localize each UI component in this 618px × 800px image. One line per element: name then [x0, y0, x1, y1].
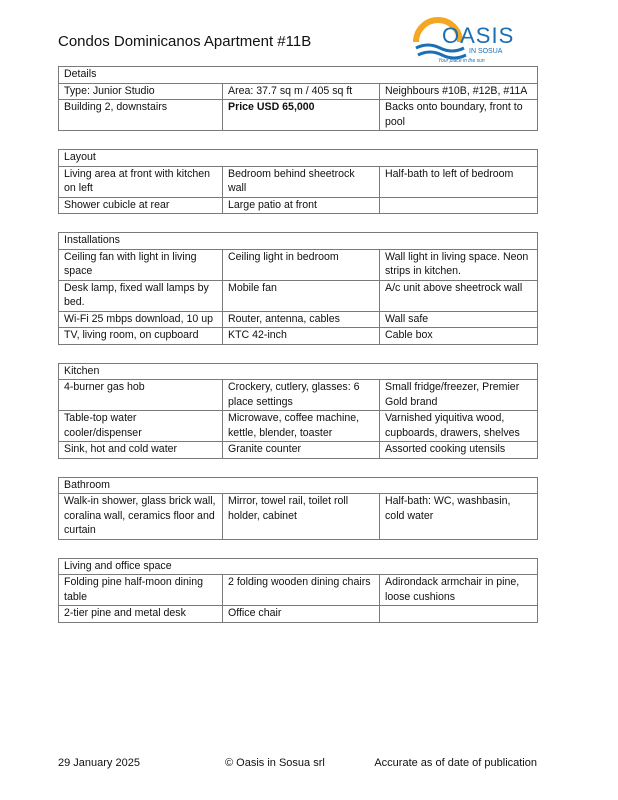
page-title: Condos Dominicanos Apartment #11B [58, 33, 312, 50]
table-cell: TV, living room, on cupboard [59, 328, 223, 345]
table-cell: Mobile fan [223, 280, 380, 311]
table-cell: Walk-in shower, glass brick wall, coralina wall, ceramics floor and curtain [59, 494, 223, 540]
logo-tagline: Your place in the sun [438, 58, 485, 64]
table-row [59, 411, 538, 442]
table-cell: Granite counter [223, 442, 380, 459]
table-row [59, 442, 538, 459]
table-cell: Living area at front with kitchen on left [59, 166, 223, 197]
table-row [59, 83, 538, 100]
section-title: Bathroom [59, 477, 538, 494]
table-cell: Half-bath: WC, washbasin, cold water [380, 494, 538, 540]
table-cell: Half-bath to left of bedroom [380, 166, 538, 197]
table-row [59, 100, 538, 131]
table-cell: Backs onto boundary, front to pool [380, 100, 538, 131]
section-kitchen [58, 363, 538, 459]
table-row [59, 311, 538, 328]
table-cell: Ceiling fan with light in living space [59, 249, 223, 280]
table-cell: Building 2, downstairs [59, 100, 223, 131]
table-cell: Crockery, cutlery, glasses: 6 place settings [223, 380, 380, 411]
table-row [59, 575, 538, 606]
table-cell: Folding pine half-moon dining table [59, 575, 223, 606]
table-row [59, 606, 538, 623]
table-cell: Varnished yiquitiva wood, cupboards, drawers, shelves [380, 411, 538, 442]
logo-subtext: IN SOSUA [469, 48, 503, 55]
table-cell [380, 606, 538, 623]
table-cell: Microwave, coffee machine, kettle, blender, toaster [223, 411, 380, 442]
section-title: Installations [59, 233, 538, 250]
section-title: Details [59, 67, 538, 84]
table-row [59, 380, 538, 411]
table-cell: Small fridge/freezer, Premier Gold brand [380, 380, 538, 411]
section-title: Layout [59, 150, 538, 167]
table-row [59, 494, 538, 540]
price-cell: Price USD 65,000 [223, 100, 380, 131]
table-row [59, 197, 538, 214]
table-cell: Bedroom behind sheetrock wall [223, 166, 380, 197]
table-cell: Large patio at front [223, 197, 380, 214]
table-cell: Desk lamp, fixed wall lamps by bed. [59, 280, 223, 311]
table-cell: 2 folding wooden dining chairs [223, 575, 380, 606]
table-cell [380, 197, 538, 214]
table-cell: 2-tier pine and metal desk [59, 606, 223, 623]
table-cell: Mirror, towel rail, toilet roll holder, cabinet [223, 494, 380, 540]
section-title: Kitchen [59, 363, 538, 380]
table-cell: Sink, hot and cold water [59, 442, 223, 459]
section-living-office [58, 558, 538, 623]
footer-date: 29 January 2025 [58, 757, 140, 769]
table-cell: Table-top water cooler/dispenser [59, 411, 223, 442]
section-installations [58, 232, 538, 345]
footer-note: Accurate as of date of publication [374, 757, 537, 769]
table-cell: Area: 37.7 sq m / 405 sq ft [223, 83, 380, 100]
table-cell: Adirondack armchair in pine, loose cushions [380, 575, 538, 606]
table-cell: Router, antenna, cables [223, 311, 380, 328]
section-bathroom [58, 477, 538, 540]
section-details [58, 66, 538, 131]
table-cell: Cable box [380, 328, 538, 345]
table-cell: Shower cubicle at rear [59, 197, 223, 214]
table-row [59, 166, 538, 197]
table-cell: 4-burner gas hob [59, 380, 223, 411]
table-cell: Office chair [223, 606, 380, 623]
logo-text: OASIS [442, 23, 515, 48]
table-cell: Assorted cooking utensils [380, 442, 538, 459]
table-cell: KTC 42-inch [223, 328, 380, 345]
table-row [59, 249, 538, 280]
footer-copyright: © Oasis in Sosua srl [225, 757, 325, 769]
section-title: Living and office space [59, 558, 538, 575]
table-row [59, 328, 538, 345]
table-row [59, 280, 538, 311]
table-cell: Neighbours #10B, #12B, #11A [380, 83, 538, 100]
table-cell: Ceiling light in bedroom [223, 249, 380, 280]
table-cell: A/c unit above sheetrock wall [380, 280, 538, 311]
sections-container [58, 66, 537, 623]
section-layout [58, 149, 538, 214]
table-cell: Wi-Fi 25 mbps download, 10 up [59, 311, 223, 328]
table-cell: Type: Junior Studio [59, 83, 223, 100]
oasis-logo [412, 12, 537, 66]
table-cell: Wall light in living space. Neon strips in kitchen. [380, 249, 538, 280]
table-cell: Wall safe [380, 311, 538, 328]
